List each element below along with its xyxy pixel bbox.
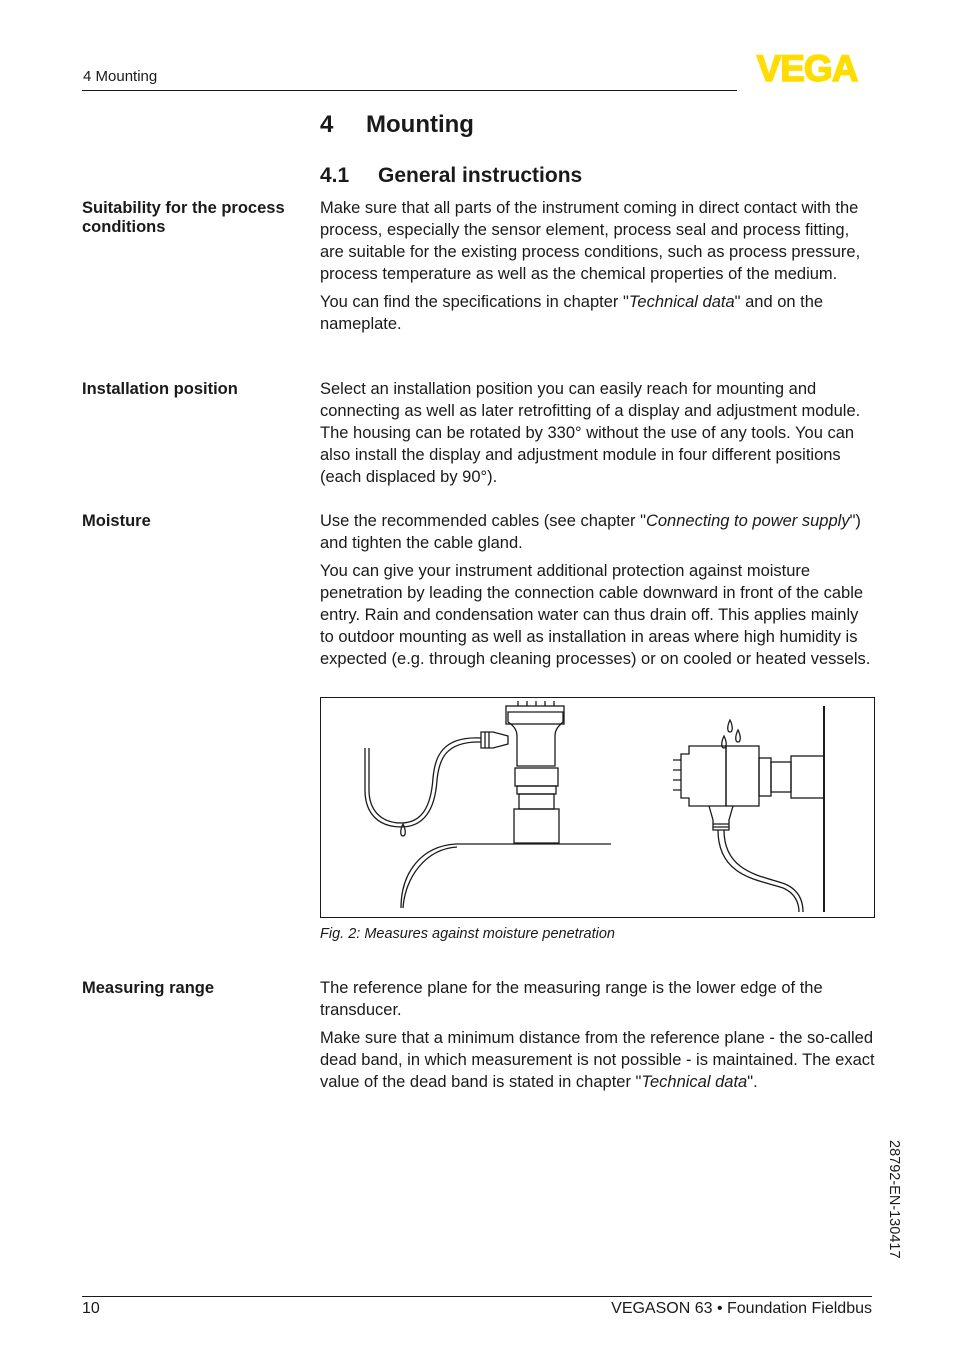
paragraph: You can find the specifications in chapter "Technical data" and on the nameplate. bbox=[320, 293, 824, 333]
chapter-title: Mounting bbox=[366, 111, 474, 138]
section-heading bbox=[320, 164, 582, 188]
topic-label-measuring-range: Measuring range bbox=[82, 979, 215, 997]
paragraph: You can give your instrument additional protection against moisture penetration by leading the connection cable downward in front of the cable entry. Rain and condensation water can thus drain off. This applies mainly to outdoor mounting as well as installation in areas where high humidity is expected (e.g. through cleaning processes) or on cooled or heated vessels. bbox=[320, 562, 871, 668]
figure-moisture-penetration bbox=[320, 697, 875, 918]
page-number: 10 bbox=[82, 1300, 100, 1317]
topic-body-installation-position bbox=[320, 378, 876, 494]
figure-illustration bbox=[321, 698, 874, 917]
chapter-number: 4 bbox=[320, 111, 334, 138]
figure-caption: Fig. 2: Measures against moisture penetration bbox=[320, 926, 615, 942]
chapter-heading bbox=[320, 111, 474, 139]
paragraph: Select an installation position you can easily reach for mounting and connecting as well as later retrofitting of a display and adjustment module. The housing can be rotated by 330° without the use of any tools. You can also install the display and adjustment module in four different positions (each displaced by 90°). bbox=[320, 380, 861, 486]
topic-body-suitability bbox=[320, 197, 876, 341]
topic-label-suitability: Suitability for the process conditions bbox=[82, 199, 285, 236]
footer-rule bbox=[82, 1296, 872, 1297]
paragraph: Make sure that a minimum distance from the reference plane - the so-called dead band, in which measurement is not possible - is maintained. The exact value of the dead band is stated in chapter "Technical data". bbox=[320, 1029, 875, 1091]
section-number: 4.1 bbox=[320, 164, 350, 187]
topic-body-measuring-range bbox=[320, 977, 876, 1099]
logo-text: VEGA bbox=[756, 52, 858, 84]
paragraph: Use the recommended cables (see chapter "Connecting to power supply") and tighten the cable gland. bbox=[320, 512, 861, 552]
topic-label-installation-position: Installation position bbox=[82, 380, 238, 398]
document-id: 28792-EN-130417 bbox=[886, 1140, 902, 1259]
footer-product: VEGASON 63 • Foundation Fieldbus bbox=[611, 1300, 872, 1317]
running-header-title: 4 Mounting bbox=[83, 68, 158, 85]
paragraph: The reference plane for the measuring range is the lower edge of the transducer. bbox=[320, 979, 823, 1019]
vega-logo bbox=[742, 52, 872, 84]
section-title: General instructions bbox=[378, 164, 583, 187]
topic-label-moisture: Moisture bbox=[82, 512, 151, 530]
paragraph: Make sure that all parts of the instrument coming in direct contact with the process, especially the sensor element, process seal and process fitting, are suitable for the existing process conditions, such as process pressure, process temperature as well as the chemical properties of the medium. bbox=[320, 199, 861, 283]
header-rule bbox=[82, 90, 737, 91]
topic-body-moisture bbox=[320, 510, 876, 676]
